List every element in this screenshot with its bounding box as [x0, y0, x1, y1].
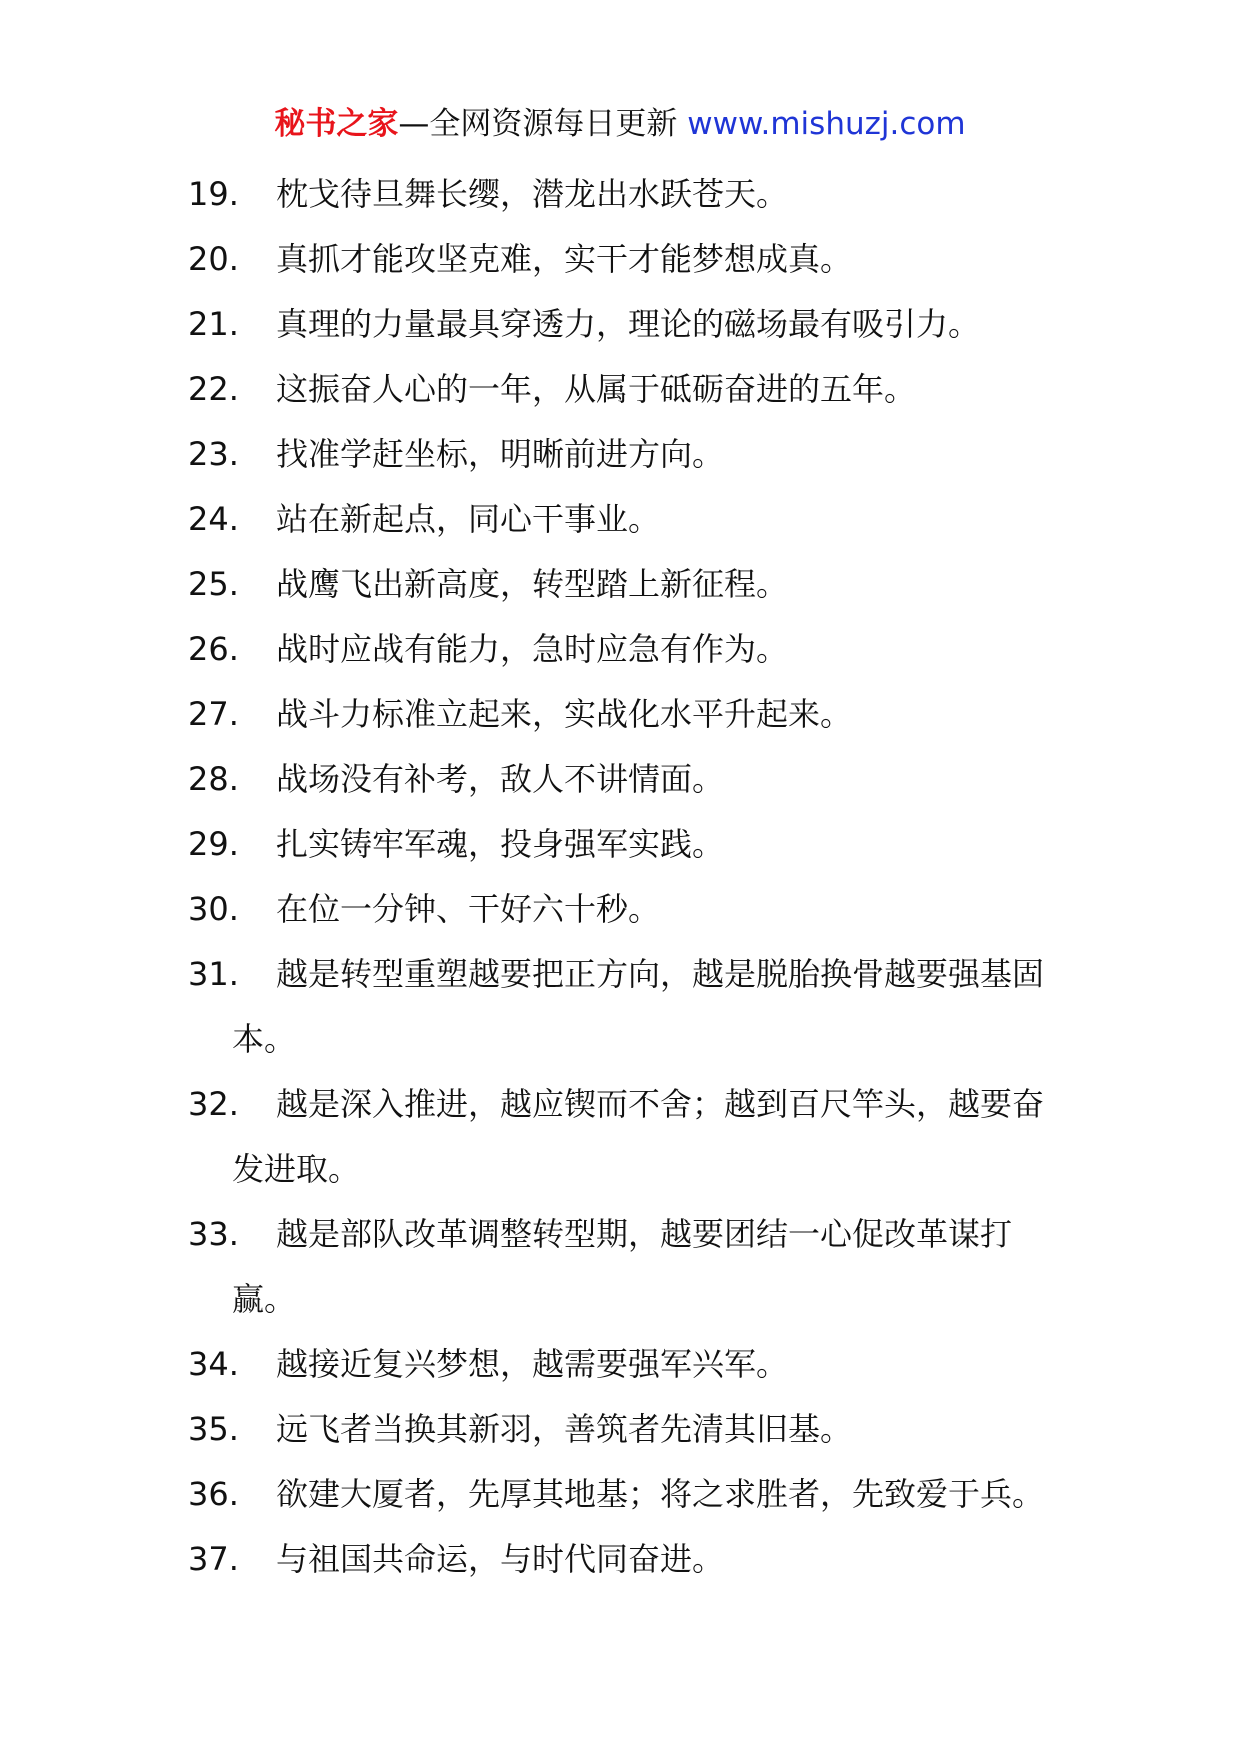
numbered-slogan-list [188, 162, 1068, 1592]
list-item [188, 617, 1068, 682]
item-text: 越是深入推进，越应锲而不舍；越到百尺竿头，越要奋发进取。 [232, 1085, 1045, 1188]
list-item [188, 682, 1068, 747]
item-text: 战时应战有能力，急时应急有作为。 [276, 630, 789, 668]
item-text: 真理的力量最具穿透力，理论的磁场最有吸引力。 [276, 305, 981, 343]
item-text: 战斗力标准立起来，实战化水平升起来。 [276, 695, 853, 733]
item-number: 35. [188, 1410, 239, 1448]
list-item [188, 942, 1068, 1072]
item-text: 站在新起点，同心干事业。 [276, 500, 661, 538]
item-text: 真抓才能攻坚克难，实干才能梦想成真。 [276, 240, 853, 278]
item-number: 29. [188, 825, 239, 863]
item-number: 36. [188, 1475, 239, 1513]
list-item [188, 1397, 1068, 1462]
page-header [0, 102, 1240, 146]
item-text: 扎实铸牢军魂，投身强军实践。 [276, 825, 725, 863]
item-text: 越接近复兴梦想，越需要强军兴军。 [276, 1345, 789, 1383]
list-item [188, 357, 1068, 422]
site-url-link[interactable]: www.mishuzj.com [687, 106, 966, 142]
list-item [188, 552, 1068, 617]
item-number: 32. [188, 1085, 239, 1123]
list-item [188, 487, 1068, 552]
item-number: 37. [188, 1540, 239, 1578]
item-text: 在位一分钟、干好六十秒。 [276, 890, 661, 928]
list-item [188, 292, 1068, 357]
list-item [188, 1202, 1068, 1332]
item-number: 28. [188, 760, 239, 798]
item-number: 23. [188, 435, 239, 473]
list-item [188, 877, 1068, 942]
item-number: 26. [188, 630, 239, 668]
item-text: 枕戈待旦舞长缨，潜龙出水跃苍天。 [276, 175, 789, 213]
list-item [188, 162, 1068, 227]
header-tagline: —全网资源每日更新 [398, 106, 678, 142]
item-text: 与祖国共命运，与时代同奋进。 [276, 1540, 725, 1578]
list-item [188, 422, 1068, 487]
item-text: 这振奋人心的一年，从属于砥砺奋进的五年。 [276, 370, 917, 408]
list-item [188, 227, 1068, 292]
brand-name: 秘书之家 [274, 106, 399, 142]
list-item [188, 1332, 1068, 1397]
list-item [188, 812, 1068, 877]
item-text: 欲建大厦者，先厚其地基；将之求胜者，先致爱于兵。 [276, 1475, 1045, 1513]
item-text: 越是部队改革调整转型期，越要团结一心促改革谋打赢。 [232, 1215, 1013, 1318]
item-number: 34. [188, 1345, 239, 1383]
item-number: 19. [188, 175, 239, 213]
list-item [188, 1072, 1068, 1202]
item-number: 22. [188, 370, 239, 408]
item-number: 33. [188, 1215, 239, 1253]
item-text: 找准学赶坐标，明晰前进方向。 [276, 435, 725, 473]
item-number: 31. [188, 955, 239, 993]
list-item [188, 1527, 1068, 1592]
item-text: 战场没有补考，敌人不讲情面。 [276, 760, 725, 798]
item-number: 30. [188, 890, 239, 928]
item-text: 远飞者当换其新羽，善筑者先清其旧基。 [276, 1410, 853, 1448]
item-text: 战鹰飞出新高度，转型踏上新征程。 [276, 565, 789, 603]
list-item [188, 747, 1068, 812]
item-number: 27. [188, 695, 239, 733]
item-text: 越是转型重塑越要把正方向，越是脱胎换骨越要强基固本。 [232, 955, 1045, 1058]
item-number: 24. [188, 500, 239, 538]
item-number: 21. [188, 305, 239, 343]
item-number: 25. [188, 565, 239, 603]
item-number: 20. [188, 240, 239, 278]
list-item [188, 1462, 1068, 1527]
